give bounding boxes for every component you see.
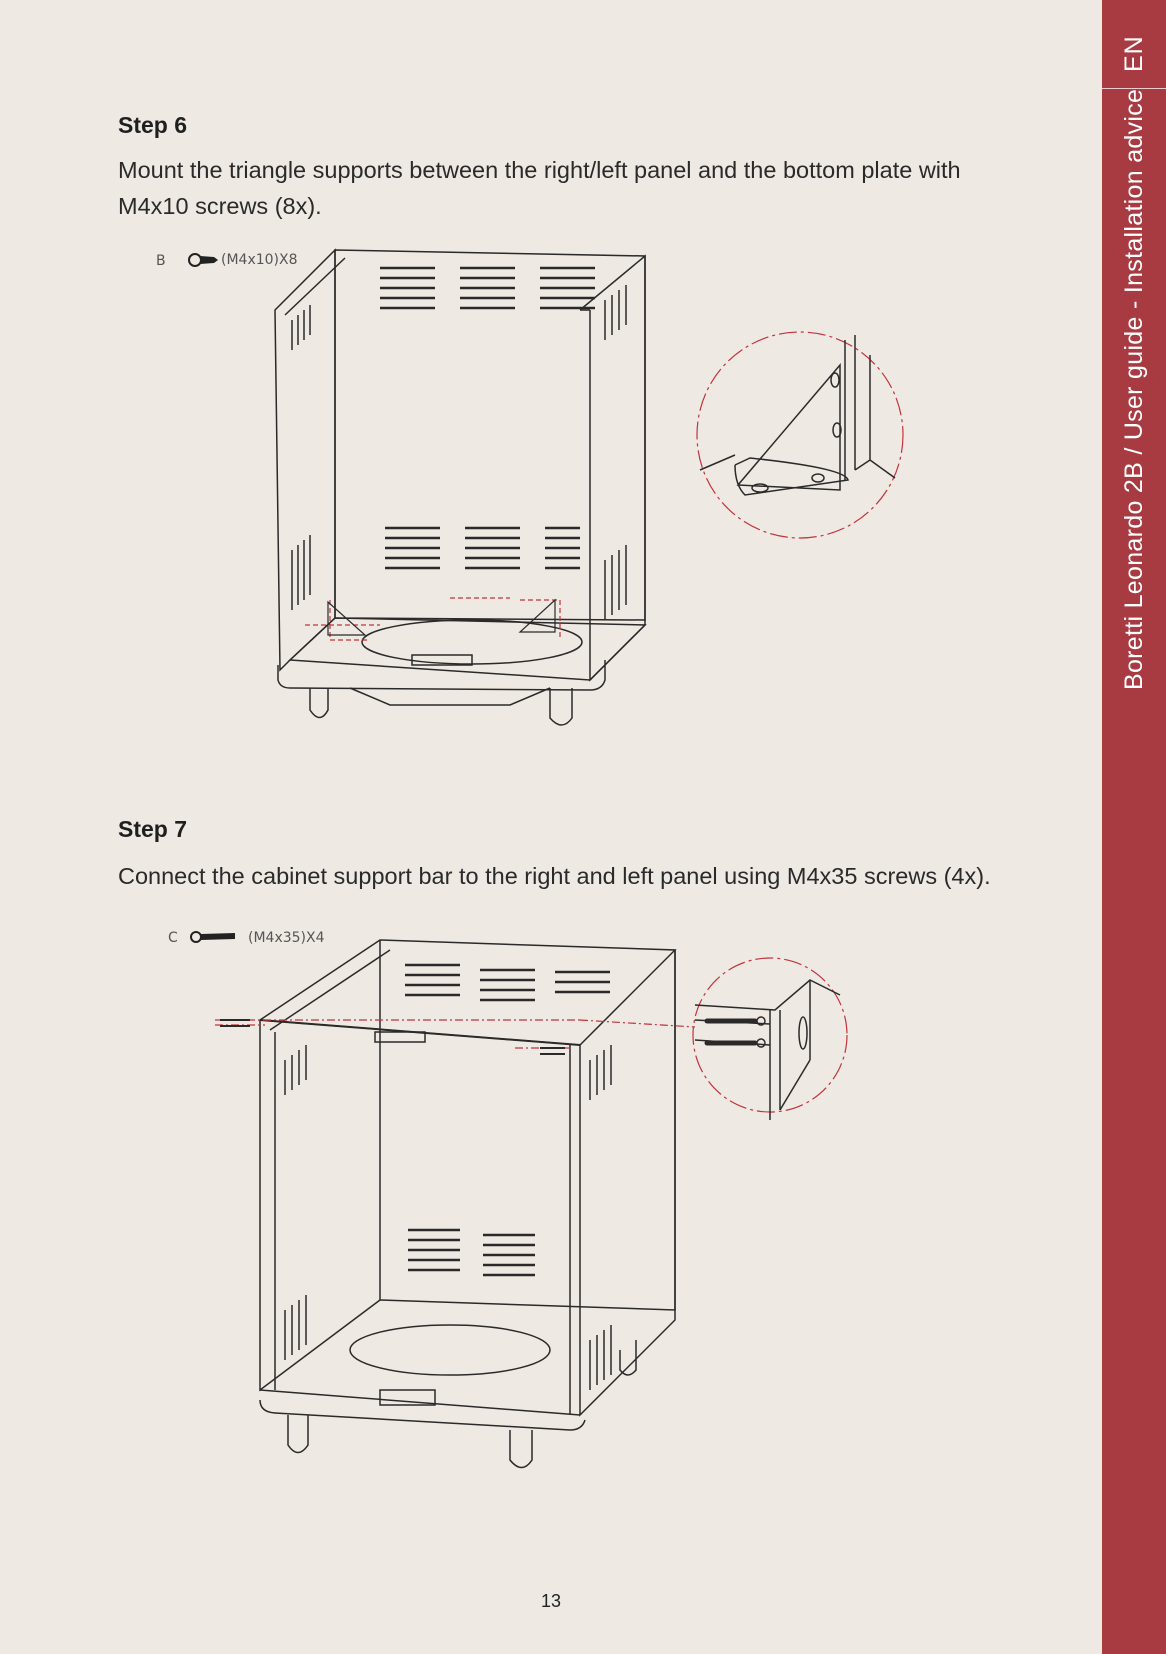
screw-c-icon bbox=[191, 932, 235, 942]
back-vents bbox=[380, 268, 595, 568]
triangle-bracket-detail bbox=[700, 335, 895, 495]
side-vents bbox=[292, 285, 626, 620]
sidebar bbox=[1102, 0, 1166, 1654]
page-number: 13 bbox=[540, 1591, 562, 1611]
part-quantity-c: (M4x35)X4 bbox=[248, 930, 325, 946]
detail-inset bbox=[697, 332, 903, 538]
step-6-heading: Step 6 bbox=[118, 112, 188, 138]
screw-detail bbox=[707, 1021, 755, 1043]
step-7-illustration bbox=[150, 920, 910, 1480]
side-vents-step7 bbox=[285, 1045, 611, 1390]
step-6-illustration bbox=[150, 240, 980, 780]
part-letter-b: B bbox=[156, 253, 166, 269]
support-bar bbox=[260, 1020, 580, 1045]
step-7-text: Connect the cabinet support bar to the right and left panel using M4x35 screws (4x). bbox=[118, 863, 991, 889]
screw-b-icon bbox=[189, 254, 218, 266]
part-letter-c: C bbox=[168, 930, 178, 946]
screws-step7 bbox=[220, 1020, 565, 1054]
step-6-text: Mount the triangle supports between the right/left panel and the bottom plate with M4x10 screws (8x). bbox=[118, 157, 961, 219]
part-quantity-b: (M4x10)X8 bbox=[221, 252, 298, 268]
document-title: Boretti Leonardo 2B / User guide - Installation advice bbox=[1120, 88, 1148, 690]
assembly-guide-lines-step7 bbox=[215, 1020, 695, 1048]
language-label: EN bbox=[1120, 35, 1148, 72]
cabinet-frame bbox=[275, 250, 645, 725]
support-bar-detail bbox=[695, 980, 840, 1120]
cabinet-frame-step7 bbox=[260, 940, 675, 1468]
detail-inset-step7 bbox=[693, 958, 847, 1120]
step-7-heading: Step 7 bbox=[118, 816, 188, 842]
